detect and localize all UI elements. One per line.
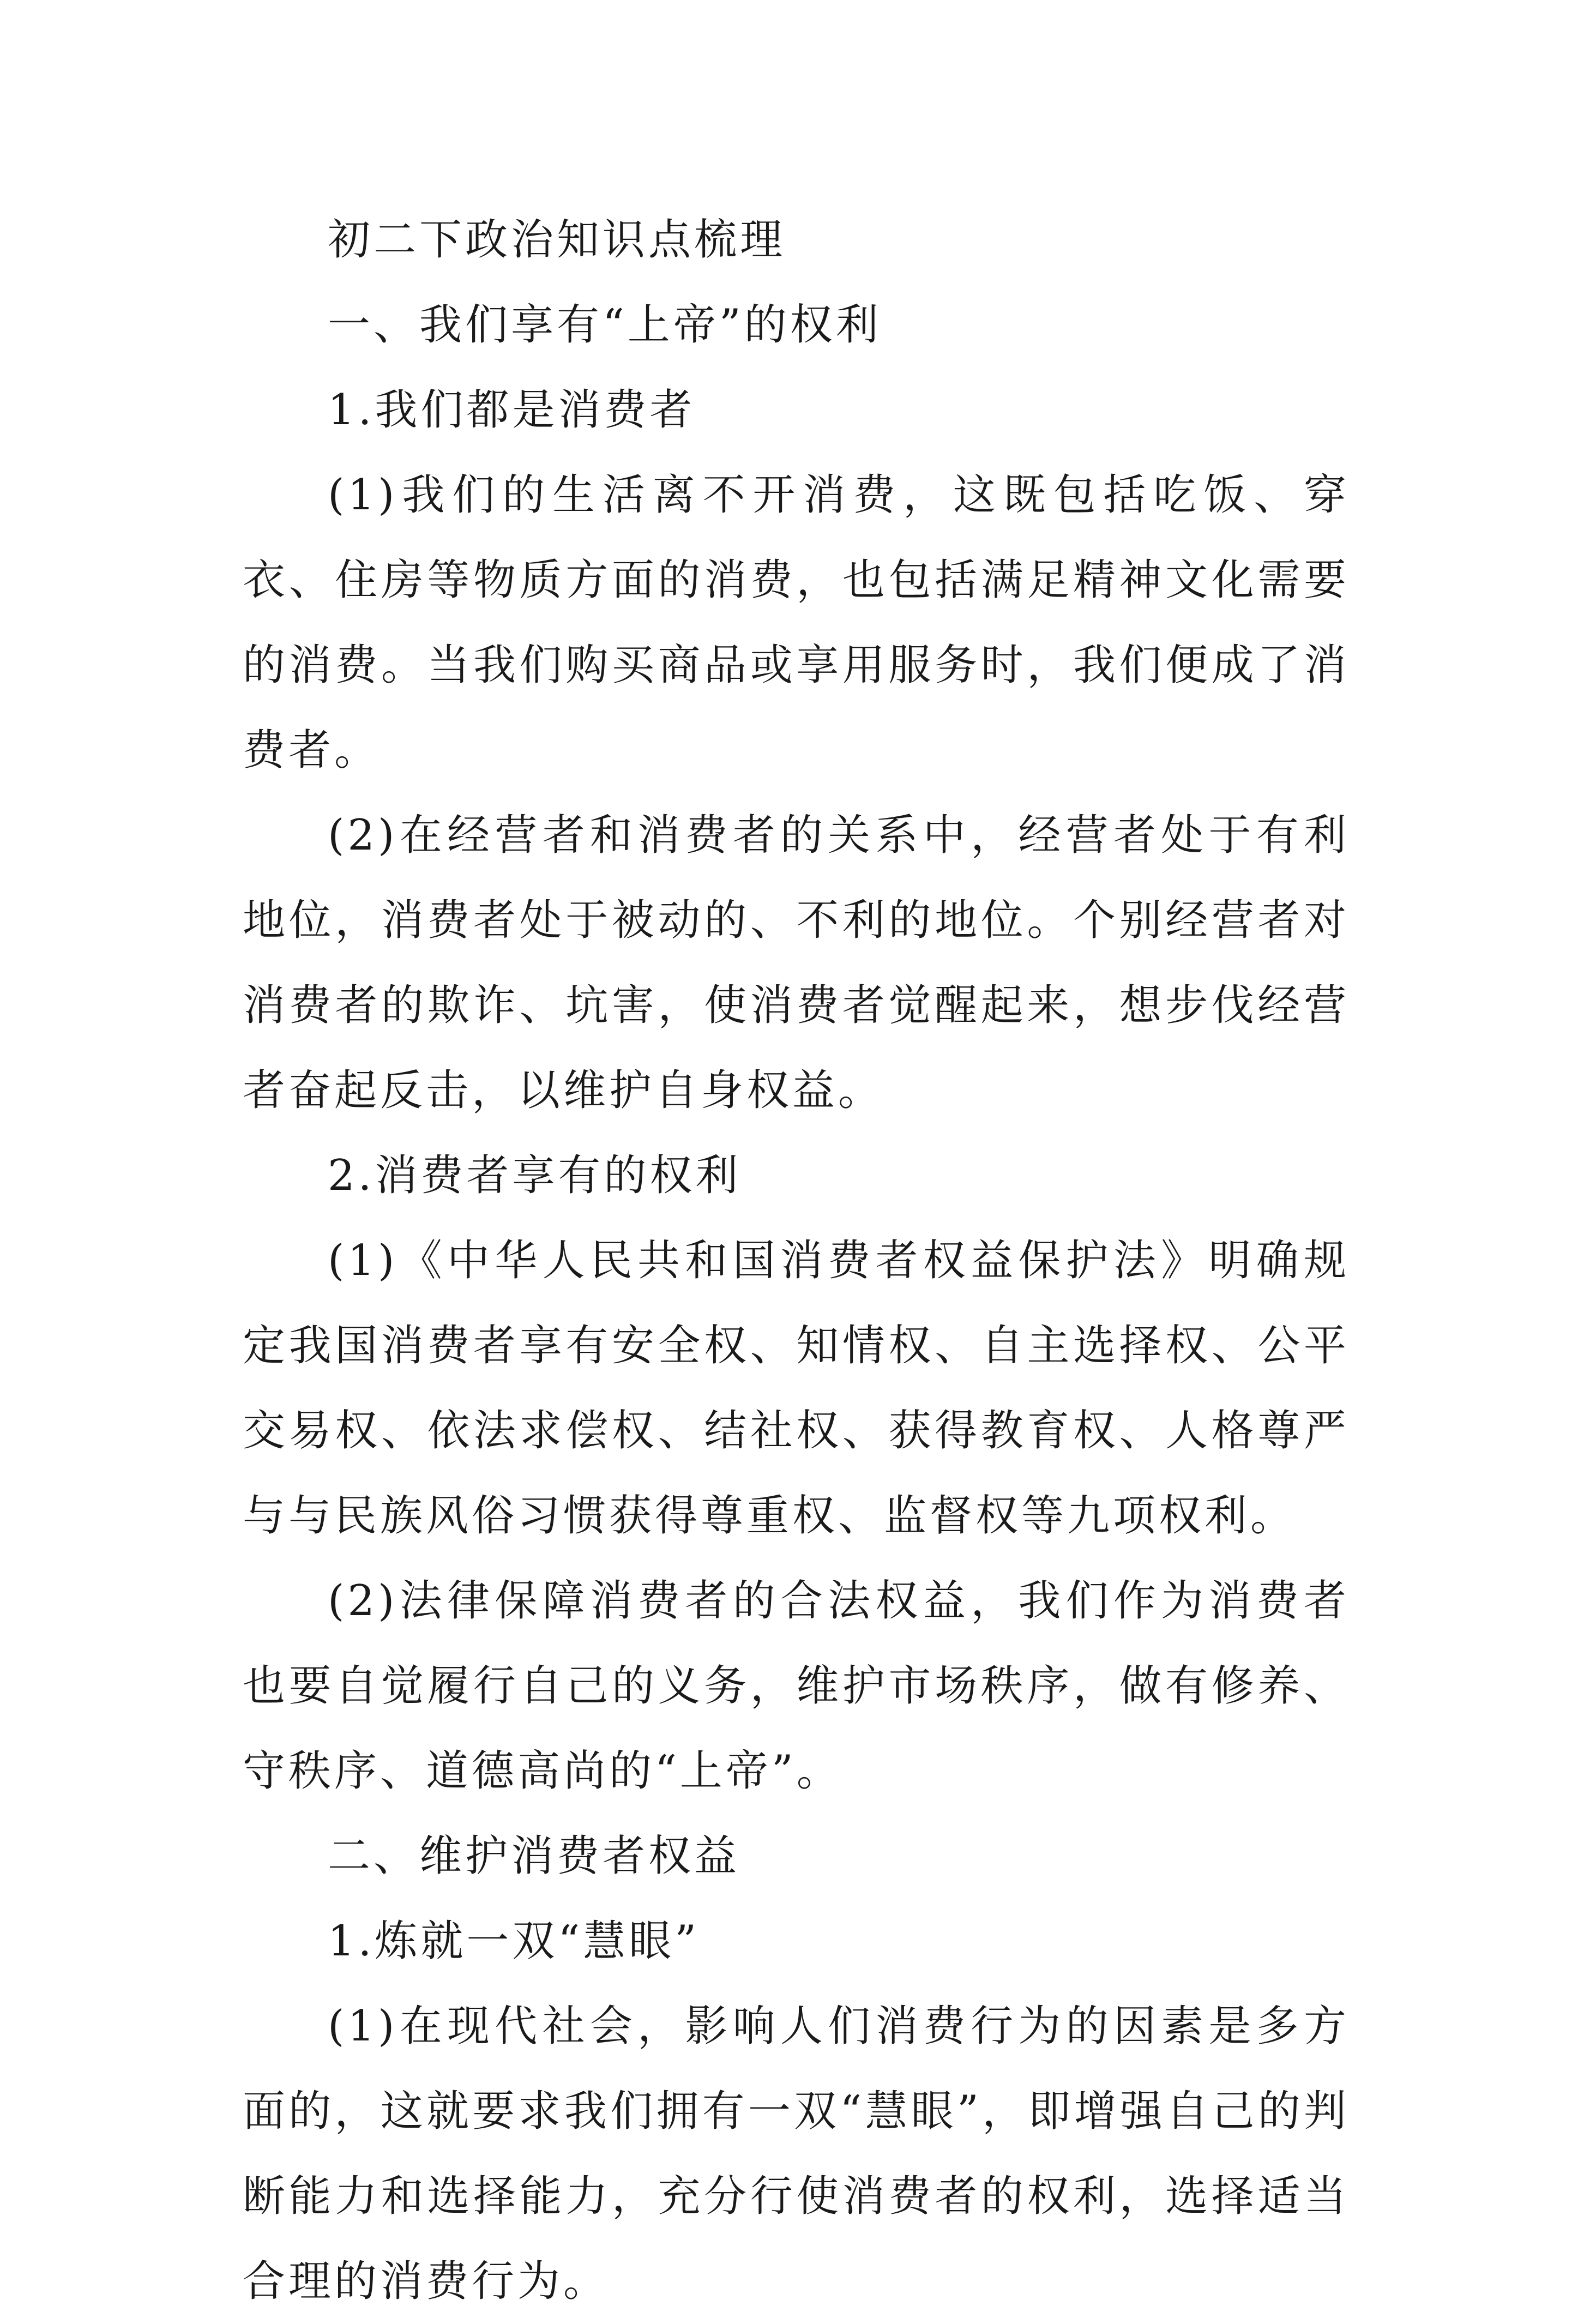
paragraph-2-1-1: (1)在现代社会，影响人们消费行为的因素是多方面的，这就要求我们拥有一双“慧眼”，即增强自己的判断能力和选择能力，充分行使消费者的权利，选择适当合理的消费行为。: [243, 2002, 1350, 2306]
paragraph-1-2-1: (1)《中华人民共和国消费者权益保护法》明确规定我国消费者享有安全权、知情权、自主选择权、公平交易权、依法求偿权、结社权、获得教育权、人格尊严与与民族风俗习惯获得尊重权、监督权等九项权利。: [243, 1236, 1350, 1540]
section-heading-1: 一、我们享有“上帝”的权利: [328, 300, 882, 350]
subheading-1-2: 2.消费者享有的权利: [328, 1151, 742, 1200]
document-body: [243, 197, 1350, 2324]
document-title: 初二下政治知识点梳理: [328, 215, 786, 264]
paragraph-1-1-1: (1)我们的生活离不开消费，这既包括吃饭、穿衣、住房等物质方面的消费，也包括满足精神文化需要的消费。当我们购买商品或享用服务时，我们便成了消费者。: [243, 471, 1350, 775]
subheading-2-1: 1.炼就一双“慧眼”: [328, 1917, 700, 1966]
paragraph-1-1-2: (2)在经营者和消费者的关系中，经营者处于有利地位，消费者处于被动的、不利的地位。个别经营者对消费者的欺诈、坑害，使消费者觉醒起来，想步伐经营者奋起反击，以维护自身权益。: [243, 811, 1350, 1115]
paragraph-1-2-2: (2)法律保障消费者的合法权益，我们作为消费者也要自觉履行自己的义务，维护市场秩序，做有修养、守秩序、道德高尚的“上帝”。: [243, 1576, 1350, 1796]
subheading-1-1: 1.我们都是消费者: [328, 386, 696, 435]
section-heading-2: 二、维护消费者权益: [328, 1832, 740, 1881]
